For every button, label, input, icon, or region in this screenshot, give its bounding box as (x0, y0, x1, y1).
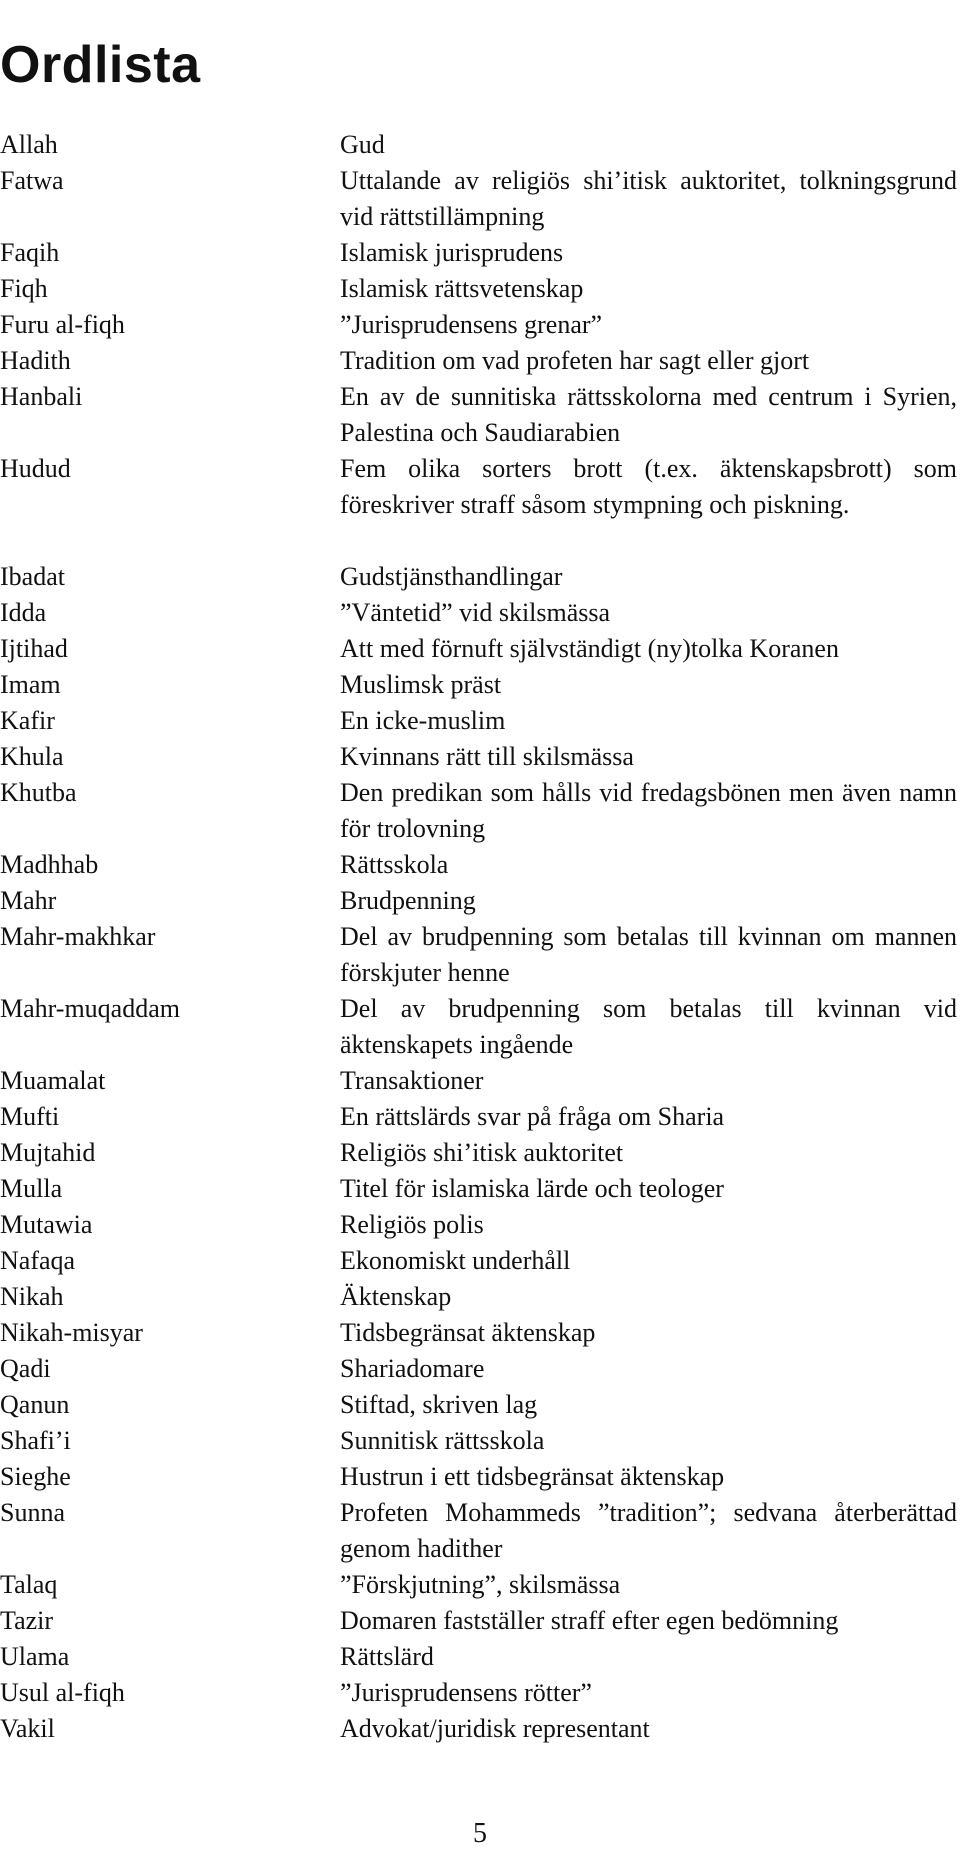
glossary-term: Mahr (0, 886, 57, 915)
glossary-term: Mutawia (0, 1210, 93, 1239)
glossary-term: Furu al-fiqh (0, 310, 125, 339)
glossary-definition: Äktenskap (340, 1282, 452, 1311)
glossary-term: Vakil (0, 1714, 55, 1743)
glossary-definition: En av de sunnitiska rättsskolorna med centrum i Syrien, Palestina och Saudiarabien (340, 382, 957, 447)
glossary-term: Allah (0, 130, 58, 159)
glossary-term: Shafi’i (0, 1426, 71, 1455)
glossary-entry (0, 1711, 960, 1747)
glossary-term: Hanbali (0, 382, 83, 411)
glossary-term: Mahr-muqaddam (0, 994, 180, 1023)
glossary-definition: Muslimsk präst (340, 670, 502, 699)
glossary-entry (0, 1423, 960, 1459)
glossary-term: Hudud (0, 454, 71, 483)
glossary-definition: Stiftad, skriven lag (340, 1390, 538, 1419)
glossary-entry (0, 343, 960, 379)
glossary-entry (0, 1171, 960, 1207)
glossary-entry (0, 703, 960, 739)
glossary-term: Mufti (0, 1102, 60, 1131)
glossary-definition: Religiös polis (340, 1210, 484, 1239)
glossary-definition: ”Väntetid” vid skilsmässa (340, 598, 611, 627)
glossary-term: Khutba (0, 778, 77, 807)
glossary-entry (0, 1567, 960, 1603)
page-number: 5 (473, 1818, 487, 1849)
glossary-definition: Brudpenning (340, 886, 476, 915)
glossary-definition: Islamisk jurisprudens (340, 238, 564, 267)
glossary-term: Sunna (0, 1498, 65, 1527)
glossary-definition: Den predikan som hålls vid fredagsbönen men även namn för trolovning (340, 778, 957, 843)
glossary-term: Hadith (0, 346, 71, 375)
glossary-entry (0, 1495, 960, 1567)
glossary-definition: Uttalande av religiös shi’itisk auktoritet, tolkningsgrund vid rättstillämpning (340, 166, 957, 231)
glossary-definition: Att med förnuft självständigt (ny)tolka Koranen (340, 634, 839, 663)
glossary-entry (0, 1135, 960, 1171)
glossary-entry (0, 235, 960, 271)
glossary-term: Nafaqa (0, 1246, 76, 1275)
glossary-term: Nikah-misyar (0, 1318, 143, 1347)
glossary-definition: Hustrun i ett tidsbegränsat äktenskap (340, 1462, 725, 1491)
glossary-definition: Del av brudpenning som betalas till kvinnan vid äktenskapets ingående (340, 994, 957, 1059)
glossary-term: Nikah (0, 1282, 64, 1311)
glossary-entry (0, 1315, 960, 1351)
glossary-definition: ”Jurisprudensens grenar” (340, 310, 603, 339)
glossary-term: Mujtahid (0, 1138, 96, 1167)
glossary-entry (0, 919, 960, 991)
glossary-entry (0, 1351, 960, 1387)
glossary-definition: Transaktioner (340, 1066, 484, 1095)
glossary-entry (0, 127, 960, 163)
glossary-term: Idda (0, 598, 47, 627)
glossary-definition: Titel för islamiska lärde och teologer (340, 1174, 724, 1203)
glossary-term: Tazir (0, 1606, 54, 1635)
glossary-term: Ulama (0, 1642, 70, 1671)
glossary-entry (0, 1063, 960, 1099)
glossary-definition: Rättsskola (340, 850, 449, 879)
glossary-term: Usul al-fiqh (0, 1678, 125, 1707)
glossary-entry (0, 667, 960, 703)
glossary-entry (0, 307, 960, 343)
glossary-definition: Shariadomare (340, 1354, 485, 1383)
glossary-entry (0, 1207, 960, 1243)
glossary-definition: Gud (340, 130, 385, 159)
glossary-entry (0, 739, 960, 775)
glossary-definition: Islamisk rättsvetenskap (340, 274, 584, 303)
glossary-entry (0, 451, 960, 559)
glossary-definition: Gudstjänsthandlingar (340, 562, 563, 591)
glossary-list (0, 127, 960, 1747)
glossary-term: Fiqh (0, 274, 48, 303)
glossary-term: Talaq (0, 1570, 58, 1599)
glossary-entry (0, 559, 960, 595)
glossary-term: Sieghe (0, 1462, 71, 1491)
glossary-entry (0, 883, 960, 919)
glossary-entry (0, 1639, 960, 1675)
glossary-entry (0, 163, 960, 235)
glossary-entry (0, 379, 960, 451)
glossary-entry (0, 991, 960, 1063)
glossary-entry (0, 1459, 960, 1495)
glossary-definition: Sunnitisk rättsskola (340, 1426, 545, 1455)
glossary-definition: Tradition om vad profeten har sagt eller gjort (340, 346, 810, 375)
glossary-term: Fatwa (0, 166, 64, 195)
glossary-entry (0, 1387, 960, 1423)
glossary-term: Mahr-makhkar (0, 922, 156, 951)
glossary-entry (0, 271, 960, 307)
glossary-entry (0, 595, 960, 631)
glossary-term: Qanun (0, 1390, 70, 1419)
glossary-entry (0, 775, 960, 847)
glossary-definition: En icke-muslim (340, 706, 506, 735)
glossary-term: Faqih (0, 238, 60, 267)
glossary-term: Mulla (0, 1174, 63, 1203)
glossary-entry (0, 1675, 960, 1711)
glossary-definition: Religiös shi’itisk auktoritet (340, 1138, 624, 1167)
glossary-entry (0, 1099, 960, 1135)
glossary-term: Muamalat (0, 1066, 106, 1095)
glossary-entry (0, 631, 960, 667)
glossary-term: Qadi (0, 1354, 51, 1383)
glossary-definition: Kvinnans rätt till skilsmässa (340, 742, 634, 771)
glossary-definition: Advokat/juridisk representant (340, 1714, 650, 1743)
page-title: Ordlista (0, 35, 201, 94)
glossary-definition: Del av brudpenning som betalas till kvinnan om mannen förskjuter henne (340, 922, 957, 987)
glossary-term: Madhhab (0, 850, 99, 879)
glossary-entry (0, 847, 960, 883)
glossary-term: Ibadat (0, 562, 65, 591)
glossary-definition: Tidsbegränsat äktenskap (340, 1318, 596, 1347)
glossary-entry (0, 1279, 960, 1315)
glossary-definition: En rättslärds svar på fråga om Sharia (340, 1102, 725, 1131)
glossary-entry (0, 1603, 960, 1639)
glossary-definition: Fem olika sorters brott (t.ex. äktenskapsbrott) som föreskriver straff såsom stympning och piskning. (340, 454, 957, 519)
glossary-definition: Profeten Mohammeds ”tradition”; sedvana återberättad genom hadither (340, 1498, 957, 1563)
glossary-definition: ”Jurisprudensens rötter” (340, 1678, 592, 1707)
glossary-term: Khula (0, 742, 64, 771)
glossary-term: Ijtihad (0, 634, 68, 663)
glossary-definition: ”Förskjutning”, skilsmässa (340, 1570, 621, 1599)
glossary-entry (0, 1243, 960, 1279)
glossary-term: Imam (0, 670, 61, 699)
glossary-definition: Rättslärd (340, 1642, 434, 1671)
glossary-definition: Ekonomiskt underhåll (340, 1246, 571, 1275)
glossary-term: Kafir (0, 706, 55, 735)
glossary-definition: Domaren fastställer straff efter egen bedömning (340, 1606, 839, 1635)
